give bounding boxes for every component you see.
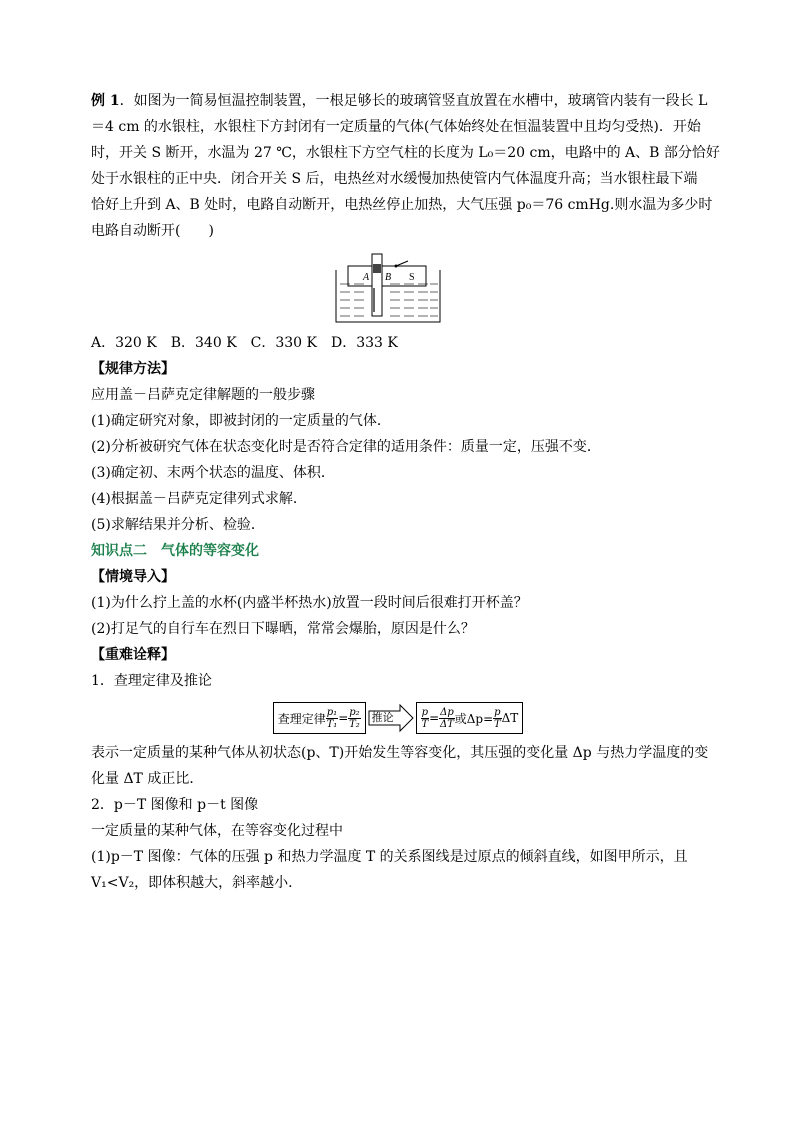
section-title: 知识点二 气体的等容变化 <box>91 543 259 559</box>
question-1: (1)为什么拧上盖的水杯(内盛半杯热水)放置一段时间后很难打开杯盖？ <box>91 595 528 611</box>
method-step-5: (5)求解结果并分析、检验． <box>91 517 265 533</box>
para3-line-2: V₁<V₂，即体积越大，斜率越小． <box>91 875 303 891</box>
charles-law-box <box>273 702 366 734</box>
equals-sign-2: = <box>429 711 440 725</box>
question-2: (2)打足气的自行车在烈日下曝晒，常常会爆胎，原因是什么？ <box>91 621 475 637</box>
example-line-6: 电路自动断开( ) <box>91 223 214 239</box>
frac-p1-t1: $\frac{\text{p₁}}{\text{T₁}}$ <box>326 706 338 730</box>
delta-t-text: ΔT <box>501 711 519 725</box>
item-1-title: 1．查理定律及推论 <box>91 673 212 689</box>
thermostat-apparatus-figure <box>334 252 444 324</box>
frac-p-t-2: $\frac{p}{T}$ <box>494 706 501 730</box>
charles-law-diagram <box>91 702 705 734</box>
example-line-2: ＝4 cm 的水银柱，水银柱下方封闭有一定质量的气体(气体始终处在恒温装置中且均匀受热)．开始 <box>91 119 701 135</box>
example-line-1: 例 1．如图为一简易恒温控制装置，一根足够长的玻璃管竖直放置在水槽中，玻璃管内装有一段长 L <box>91 93 708 109</box>
or-text: 或Δp= <box>454 711 494 726</box>
method-step-2: (2)分析被研究气体在状态变化时是否符合定律的适用条件：质量一定，压强不变． <box>91 439 601 455</box>
example-line-5: 恰好上升到 A、B 处时，电路自动断开，电热丝停止加热，大气压强 p₀＝76 cmHg.则水温为多少时 <box>91 197 713 213</box>
label-s: S <box>409 272 415 283</box>
method-heading: 【规律方法】 <box>91 361 175 377</box>
corollary-box <box>416 702 524 734</box>
method-step-3: (3)确定初、末两个状态的温度、体积． <box>91 465 335 481</box>
frac-p2-t2: $\frac{\text{p₂}}{\text{T₂}}$ <box>349 706 360 730</box>
para1-line-1: 表示一定质量的某种气体从初状态(p、T)开始发生等容变化，其压强的变化量 Δp 与热力学温度的变 <box>91 745 709 761</box>
para1-line-2: 化量 ΔT 成正比． <box>91 771 204 787</box>
item-2-title: 2．p－T 图像和 p－t 图像 <box>91 797 259 813</box>
arrow-label: 推论 <box>371 711 394 724</box>
answer-options: A．320 K B．340 K C．330 K D．333 K <box>91 335 398 351</box>
inference-arrow <box>368 702 414 734</box>
equals-sign: = <box>338 711 349 725</box>
label-b: B <box>385 272 392 283</box>
para3-line-1: (1)p－T 图像：气体的压强 p 和热力学温度 T 的关系图线是过原点的倾斜直线，如图甲所示，且 <box>91 849 688 865</box>
frac-dp-dt: $\frac{\Delta p}{\Delta T}$ <box>440 706 454 730</box>
example-line-4: 处于水银柱的正中央．闭合开关 S 后，电热丝对水缓慢加热使管内气体温度升高；当水银柱最下端 <box>91 171 698 187</box>
method-intro: 应用盖－吕萨克定律解题的一般步骤 <box>91 387 315 403</box>
frac-p-t: $\frac{p}{T}$ <box>421 706 429 730</box>
law-label: 查理定律 <box>277 711 326 726</box>
example-line-1-text: ．如图为一简易恒温控制装置，一根足够长的玻璃管竖直放置在水槽中，玻璃管内装有一段长 L <box>119 93 708 109</box>
explain-heading: 【重难诠释】 <box>91 647 175 663</box>
document-page <box>91 88 720 896</box>
label-a: A <box>363 272 370 283</box>
para2: 一定质量的某种气体，在等容变化过程中 <box>91 823 343 839</box>
method-step-4: (4)根据盖－吕萨克定律列式求解． <box>91 491 307 507</box>
method-step-1: (1)确定研究对象，即被封闭的一定质量的气体． <box>91 413 391 429</box>
example-line-3: 时，开关 S 断开，水温为 27 ℃，水银柱下方空气柱的长度为 L₀＝20 cm，电路中的 A、B 部分恰好 <box>91 145 720 161</box>
scene-heading: 【情境导入】 <box>91 569 175 585</box>
